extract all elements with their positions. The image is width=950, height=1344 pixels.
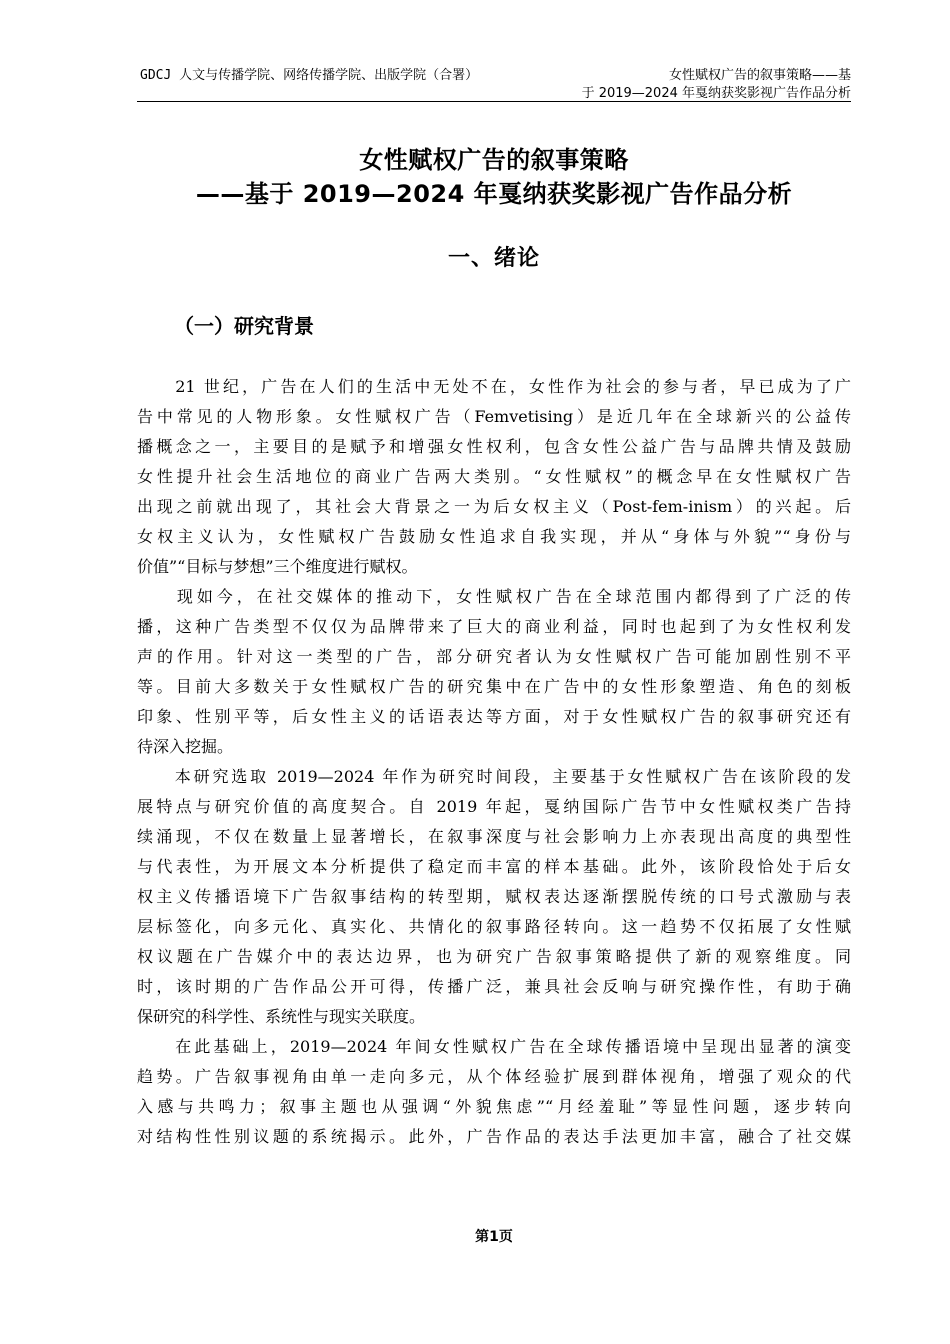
paragraph xyxy=(137,582,851,762)
paragraph-line: 告中常见的人物形象。女性赋权广告（Femvetising）是近几年在全球新兴的公益传 xyxy=(137,407,851,426)
paragraph-line: 21 世纪，广告在人们的生活中无处不在，女性作为社会的参与者，早已成为了广 xyxy=(137,377,851,396)
paragraph-line: 印象、性别平等，后女性主义的话语表达等方面，对于女性赋权广告的叙事研究还有 xyxy=(137,707,851,726)
running-header-right xyxy=(551,67,851,103)
body-text xyxy=(137,372,851,1152)
paragraph-line: 续涌现，不仅在数量上显著增长，在叙事深度与社会影响力上亦表现出高度的典型性 xyxy=(137,827,851,846)
paragraph-line: 趋势。广告叙事视角由单一走向多元，从个体经验扩展到群体视角，增强了观众的代 xyxy=(137,1067,851,1086)
paragraph-line: 等。目前大多数关于女性赋权广告的研究集中在广告中的女性形象塑造、角色的刻板 xyxy=(137,677,851,696)
paragraph-line: 在此基础上，2019—2024 年间女性赋权广告在全球传播语境中呈现出显著的演变 xyxy=(137,1037,851,1056)
running-header-right-line2: 于 2019—2024 年戛纳获奖影视广告作品分析 xyxy=(581,86,851,101)
paragraph-line: 播，这种广告类型不仅仅为品牌带来了巨大的商业利益，同时也起到了为女性权利发 xyxy=(137,617,851,636)
paper-title xyxy=(137,143,851,211)
header-divider xyxy=(137,101,851,102)
paragraph-line: 出现之前就出现了，其社会大背景之一为后女权主义（Post-fem-inism）的兴起。后 xyxy=(137,497,851,516)
paragraph-line: 本研究选取 2019—2024 年作为研究时间段，主要基于女性赋权广告在该阶段的发 xyxy=(137,767,851,786)
paragraph-line: 播概念之一，主要目的是赋予和增强女性权利，包含女性公益广告与品牌共情及鼓励 xyxy=(137,437,851,456)
paragraph-line: 时，该时期的广告作品公开可得，传播广泛，兼具社会反响与研究操作性，有助于确 xyxy=(137,977,851,996)
paper-title-line1: 女性赋权广告的叙事策略 xyxy=(359,146,629,174)
paragraph-line: 声的作用。针对这一类型的广告，部分研究者认为女性赋权广告可能加剧性别不平 xyxy=(137,647,851,666)
subsection-heading: （一）研究背景 xyxy=(174,314,314,338)
paragraph-line: 现如今，在社交媒体的推动下，女性赋权广告在全球范围内都得到了广泛的传 xyxy=(137,587,851,606)
paper-title-line2: ——基于 2019—2024 年戛纳获奖影视广告作品分析 xyxy=(195,180,793,208)
paragraph-line: 对结构性性别议题的系统揭示。此外，广告作品的表达手法更加丰富，融合了社交媒 xyxy=(137,1127,851,1146)
running-header-right-line1: 女性赋权广告的叙事策略——基 xyxy=(668,68,851,83)
running-header-left: GDCJ 人文与传播学院、网络传播学院、出版学院（合署） xyxy=(140,68,479,83)
paragraph-line: 权议题在广告媒介中的表达边界，也为研究广告叙事策略提供了新的观察维度。同 xyxy=(137,947,851,966)
paragraph-line: 保研究的科学性、系统性与现实关联度。 xyxy=(137,1007,426,1026)
section-heading: 一、绪论 xyxy=(447,246,540,271)
paragraph-line: 入感与共鸣力；叙事主题也从强调“外貌焦虑”“月经羞耻”等显性问题，逐步转向 xyxy=(137,1097,851,1116)
paragraph xyxy=(137,1032,851,1152)
paragraph-line: 待深入挖掘。 xyxy=(137,737,234,756)
paragraph-line: 展特点与研究价值的高度契合。自 2019 年起，戛纳国际广告节中女性赋权类广告持 xyxy=(137,797,851,816)
page-number: 第1页 xyxy=(475,1229,513,1245)
paragraph-line: 层标签化，向多元化、真实化、共情化的叙事路径转向。这一趋势不仅拓展了女性赋 xyxy=(137,917,851,936)
paragraph xyxy=(137,372,851,582)
paragraph-line: 权主义传播语境下广告叙事结构的转型期，赋权表达逐渐摆脱传统的口号式激励与表 xyxy=(137,887,851,906)
paragraph-line: 女权主义认为，女性赋权广告鼓励女性追求自我实现，并从“身体与外貌”“身份与 xyxy=(137,527,851,546)
paragraph xyxy=(137,762,851,1032)
paragraph-line: 与代表性，为开展文本分析提供了稳定而丰富的样本基础。此外，该阶段恰处于后女 xyxy=(137,857,851,876)
paragraph-line: 价值”“目标与梦想”三个维度进行赋权。 xyxy=(137,557,418,576)
paragraph-line: 女性提升社会生活地位的商业广告两大类别。“女性赋权”的概念早在女性赋权广告 xyxy=(137,467,851,486)
